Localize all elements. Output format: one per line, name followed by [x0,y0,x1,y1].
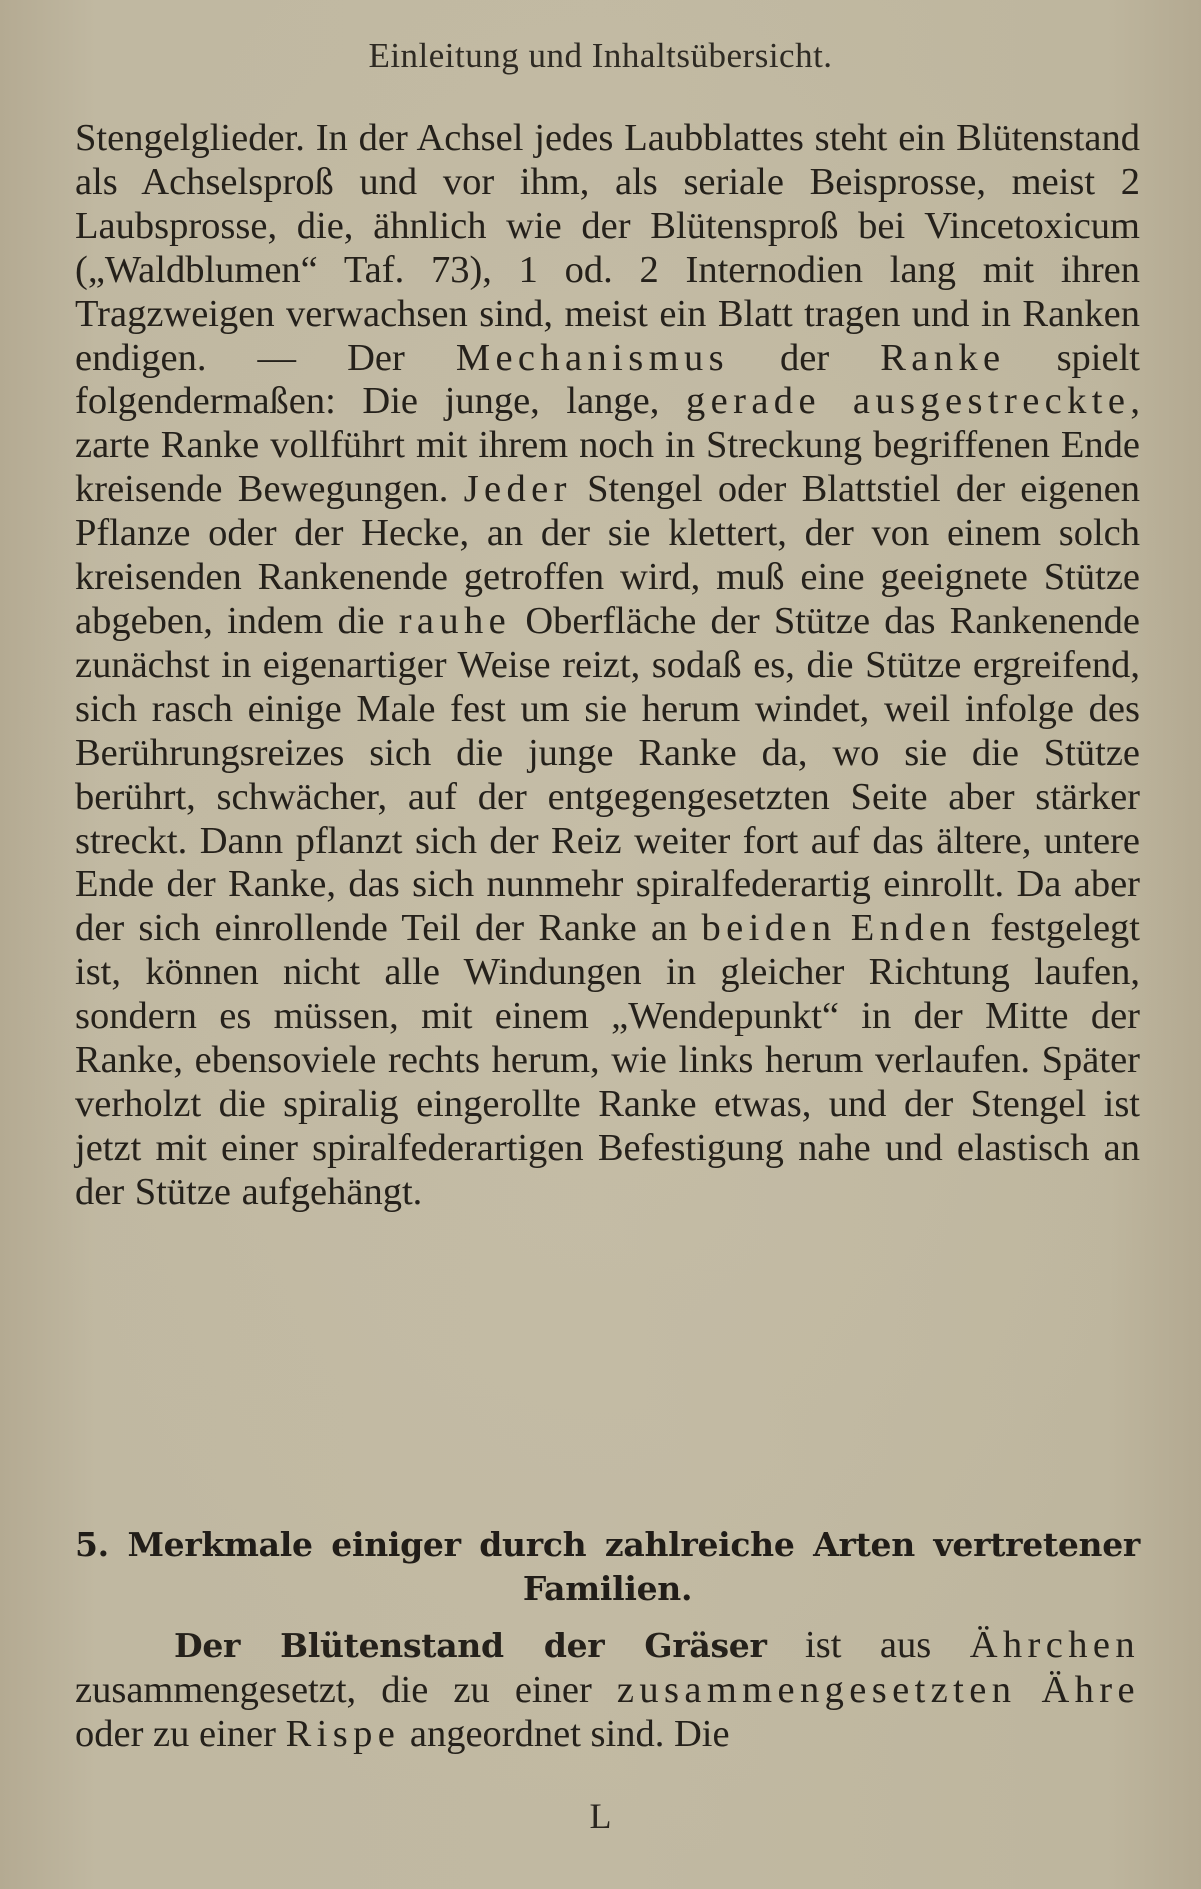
text-run: spielt folgendermaßen: Die junge, lange, [75,336,1140,423]
spaced-emphasis: beiden [701,907,837,950]
text-run: angeordnet sind. Die [400,1713,730,1755]
section-heading-line-1: 5. Merkmale einiger durch zahlreiche Arten vertretener [75,1525,1140,1564]
text-run: der [728,336,881,379]
section-heading-line-2: Familien. [522,1569,693,1608]
spaced-emphasis: Ähre [1041,1669,1140,1711]
text-run: , zarte Ranke vollführt mit ihrem noch in Streckung begriffenen Ende kreisende Bewegungen. [75,380,1140,511]
bold-lead-in: Der Blütenstand der Gräser [174,1626,767,1665]
text-run: Stengelglieder. In der Achsel jedes Laubblattes steht ein Blütenstand als Achselsproß und vor ihm, als seriale Beisprosse, meist 2 Laubsprosse, die, ähnlich wie der Blütensproß bei Vincetoxicum („Waldblumen“ Taf. 73), 1 od. 2 Internodien lang mit ihren Tragzweigen verwachsen sind, meist ein Blatt tragen und in Ranken endigen. — Der [75,117,1140,379]
spaced-emphasis: rauhe [398,599,512,642]
text-run: oder zu einer [75,1713,286,1755]
body-paragraph [75,117,1140,1215]
spaced-emphasis: Jeder [463,468,572,511]
spaced-emphasis: gerade ausgestreckte [686,380,1131,423]
spaced-emphasis: Ranke [880,336,1006,379]
spaced-emphasis: Enden [850,907,977,950]
text-run [1016,1669,1041,1711]
page-folio: L [589,1796,612,1836]
text-run: ist aus [766,1624,970,1666]
running-head: Einleitung und Inhaltsübersicht. [368,36,833,75]
text-run: Oberfläche der Stütze das Rankenende zunächst in eigenartiger Weise reizt, sodaß es, die Stütze ergreifend, sich rasch einige Male fest um sie herum windet, weil infolge des Berührungsreizes sich die junge Ranke da, wo sie die Stütze berührt, schwächer, auf der entgegengesetzten Seite aber stärker streckt. Dann pflanzt sich der Reiz weiter fort auf das ältere, untere Ende der Ranke, das sich nunmehr spiralfederartig einrollt. Da aber der sich einrollende Teil der Ranke an [75,599,1140,950]
section-heading [75,1523,1140,1611]
spaced-emphasis: zusammengesetzten [616,1669,1017,1711]
text-run: Stengel oder Blattstiel der eigenen Pflanze oder der Hecke, an der sie klettert, der von einem solch kreisenden Rankenende getroffen wird, muß eine geeignete Stütze abgeben, indem die [75,468,1141,642]
text-run [837,907,851,949]
spaced-emphasis: Ährchen [969,1624,1140,1666]
text-run: zusammengesetzt, die zu einer [75,1669,617,1711]
text-run: festgelegt ist, können nicht alle Windungen in gleicher Richtung laufen, sondern es müssen, mit einem „Wendepunkt“ in der Mitte der Ranke, ebensoviele rechts herum, wie links herum verlaufen. Später verholzt die spiralig eingerollte Ranke etwas, und der Stengel ist jetzt mit einer spiralfederartigen Befestigung nahe und elastisch an der Stütze aufgehängt. [75,907,1140,1213]
section-paragraph [75,1623,1140,1756]
spaced-emphasis: Rispe [285,1713,401,1755]
spaced-emphasis: Mechanismus [455,336,729,379]
